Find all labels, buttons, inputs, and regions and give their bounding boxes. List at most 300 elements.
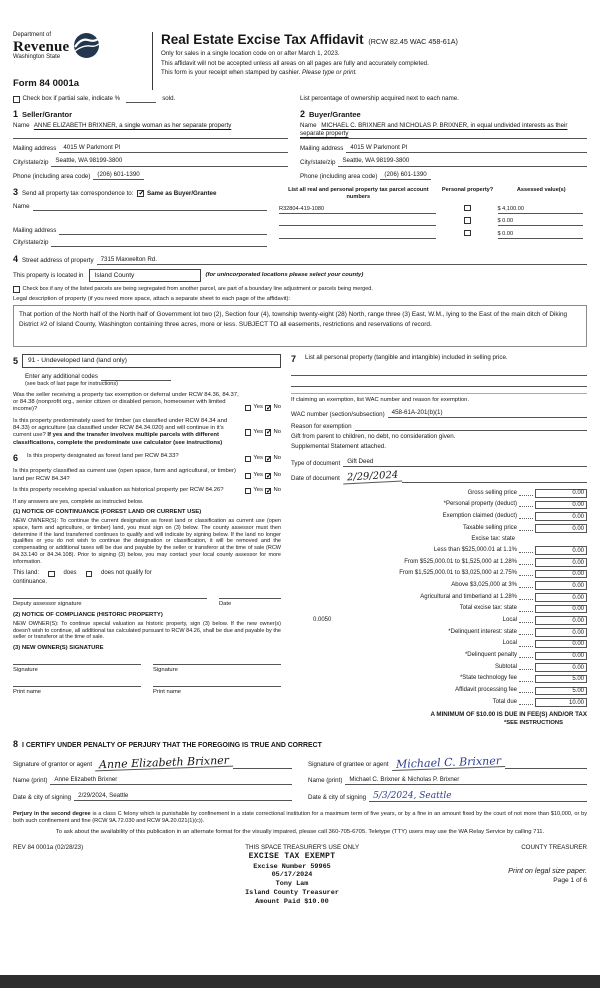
field-line[interactable] — [355, 424, 587, 431]
notice-continuance-text: NEW OWNER(S): To continue the current designation as forest land or classification as current use (open space, farm and agriculture, or timber) land, you must sign on (3) below. The county assessor must then determine if the land transferred continues to qualify and will indicate by signing below. If the land no longer qualifies or you do not wish to continue the designation or classification, it will be removed and the compensating or additional taxes will be due and payable by the seller or transferor at the time of sale (RCW 84.33.140 or 84.34.108). Prior to signing (3) below, you may contact your local county assessor for more information. — [13, 518, 281, 565]
yes-checkbox[interactable] — [245, 429, 252, 436]
buyer-phone-value: (206) 601-1390 — [380, 171, 430, 180]
parcel-table-gr — [277, 187, 587, 238]
personal-property-input-line[interactable] — [291, 376, 587, 387]
money-row-agricultural-timberland — [291, 593, 587, 602]
field-line[interactable] — [411, 146, 587, 153]
no-checkbox[interactable]: ✓ — [265, 429, 272, 437]
local-rate-value: 0.0050 — [313, 616, 332, 623]
dotted-leader — [519, 677, 533, 682]
perjury-statement — [13, 811, 587, 826]
header-note-3 — [161, 69, 587, 77]
type-of-document-value: Gift Deed — [343, 458, 377, 467]
signature-label: Signature — [13, 666, 38, 673]
amount-box: 0.00 — [535, 558, 587, 567]
street-address-label: Street address of property — [22, 257, 94, 265]
money-row-taxable-selling-price — [291, 524, 587, 533]
personal-property-label: List all personal property (tangible and intangible) included in selling price. — [305, 354, 508, 362]
section-5-header — [13, 354, 281, 368]
money-label: Exemption claimed (deduct) — [442, 512, 517, 519]
seller-mailing-field — [13, 144, 288, 153]
dotted-leader — [519, 642, 533, 647]
additional-codes-field — [25, 373, 281, 381]
current-use-question — [13, 468, 281, 483]
grantee-certification — [308, 750, 587, 801]
sold-label: sold. — [162, 95, 176, 102]
forest-land-question — [13, 453, 281, 464]
grantee-signature-value: Michael C. Brixner — [391, 756, 504, 770]
yes-no-group — [245, 487, 281, 494]
seller-city-field — [13, 157, 288, 166]
excise-tax-state-header — [291, 536, 587, 544]
parcel-number-cell[interactable] — [279, 216, 436, 226]
send-correspondence-label: Send all property tax correspondence to: — [22, 190, 134, 198]
does-not-checkbox[interactable] — [86, 571, 93, 578]
grantor-date-city-value: 2/29/2024, Seattle — [74, 792, 132, 801]
seller-name-field — [13, 122, 288, 139]
field-line[interactable] — [233, 762, 292, 769]
grantee-date-city-field — [308, 792, 587, 802]
buyer-name-field — [300, 122, 587, 139]
parcel-number-cell[interactable]: R32804-419-1080 — [279, 204, 436, 214]
col-header-personal: Personal property? — [441, 187, 494, 194]
title-line — [161, 32, 587, 49]
question-text-bold: If yes and the transfer involves multiple parcels with different classifications, complete the predominate use calculator (see instructions) — [13, 432, 223, 446]
amount-box: 0.00 — [535, 616, 587, 625]
assessed-value-cell[interactable]: $ 0.00 — [498, 216, 583, 226]
stamp-exempt-line: EXCISE TAX EXEMPT — [248, 852, 336, 862]
yes-label: Yes — [253, 455, 263, 462]
field-line[interactable] — [505, 762, 587, 769]
section-8-certification — [13, 739, 587, 802]
no-checkbox[interactable]: ✓ — [265, 455, 272, 463]
money-row-tier-3 — [291, 570, 587, 579]
codes-input-line[interactable] — [101, 374, 171, 381]
field-line[interactable] — [132, 794, 292, 801]
personal-property-input-line[interactable] — [291, 365, 587, 376]
question-text-normal: Is this property predominately used for timber (as classified under RCW 84.34 and 84.33) or agriculture (as classified under RCW 84.34.020) and will continue in it's current use? — [13, 417, 228, 439]
col-header-assessed: Assessed value(s) — [516, 187, 566, 194]
certification-columns — [13, 750, 587, 801]
seller-exemption-question — [13, 392, 281, 414]
historical-property-question — [13, 487, 281, 494]
deputy-signature-label: Deputy assessor signature — [13, 600, 82, 607]
section-number: 2 — [300, 108, 306, 119]
no-label: No — [273, 428, 281, 435]
mailing-label: Mailing address — [13, 226, 57, 234]
segregated-parcels-row — [13, 286, 587, 293]
print-name-label: Print name — [153, 688, 182, 695]
yes-no-group — [245, 453, 281, 464]
money-label: Local — [502, 616, 517, 623]
no-label: No — [273, 472, 281, 479]
reason-text-line2: Supplemental Statement attached. — [291, 443, 386, 451]
money-row-affidavit-processing-fee — [291, 687, 587, 696]
owner-signature-line[interactable] — [13, 664, 141, 674]
money-row-total-due — [291, 698, 587, 707]
amount-box: 0.00 — [535, 663, 587, 672]
section-1-header — [13, 109, 288, 120]
legal-description-label: Legal description of property (if you need more space, attach a separate sheet to each page of the affidavit): — [13, 296, 291, 302]
money-row-total-excise-state — [291, 605, 587, 614]
no-label: No — [273, 455, 281, 462]
header-note-3-text: This form is your receipt when stamped by cashier. — [161, 68, 302, 76]
legal-description-text: That portion of the North half of the North half of Government lot two (2), Section four (4), township twenty-eight (28) North, range three (3) East, W.M., lying to the East of the main ditch of Diking District #2 of Island County, Washington containing three acres, more or less. SUBJECT TO all easements, restrictions and reservations of record. — [13, 305, 587, 347]
name-label: Name — [13, 203, 30, 210]
question-text: Is this property receiving special valuation as historical property per RCW 84.26? — [13, 487, 224, 494]
revenue-logo-icon — [73, 32, 100, 59]
wac-label: WAC number (section/subsection) — [291, 410, 385, 418]
new-owners-signature-title: (3) NEW OWNER(S) SIGNATURE — [13, 644, 104, 651]
dotted-leader — [519, 514, 533, 519]
owner-printname-line[interactable] — [153, 686, 281, 696]
new-owner-signature-row — [13, 664, 281, 674]
section-number: 1 — [13, 108, 19, 119]
mailing-label: Mailing address — [300, 145, 344, 152]
money-label: From $525,000.01 to $1,525,000 at 1.28% — [404, 558, 517, 565]
grantor-name-value: Anne Elizabeth Brixner — [50, 776, 121, 785]
type-of-document-field — [291, 458, 587, 467]
header-note-2: This affidavit will not be accepted unless all areas on all pages are fully and accurately completed. — [161, 59, 429, 67]
this-land-label: This land: — [13, 570, 40, 577]
field-line[interactable] — [126, 160, 288, 167]
field-line[interactable] — [402, 476, 587, 483]
reason-label: Reason for exemption — [291, 422, 352, 430]
reason-exemption-field — [291, 423, 587, 431]
deputy-date-line[interactable] — [219, 598, 281, 608]
amount-box: 0.00 — [535, 593, 587, 602]
grantee-name-value: Michael C. Brixner & Nicholas P. Brixner — [345, 776, 463, 785]
dotted-leader — [519, 665, 533, 670]
land-use-select[interactable]: 91 - Undeveloped land (land only) — [22, 354, 281, 368]
dotted-leader — [519, 688, 533, 693]
continuance-qualification-row — [13, 570, 281, 578]
dotted-leader — [519, 526, 533, 531]
correspondence-city-field — [13, 239, 267, 247]
dotted-leader — [519, 618, 533, 623]
seller-name-value: ANNE ELIZABETH BRIXNER, a single woman as her separate property — [33, 122, 232, 129]
personal-property-cell — [440, 214, 496, 227]
timber-agriculture-question — [13, 418, 281, 448]
name-print-label: Name (print) — [308, 777, 343, 785]
wac-number-field — [291, 409, 587, 418]
agency-name: Revenue — [13, 38, 70, 55]
partial-sale-checkbox[interactable] — [13, 96, 20, 103]
notice-continuance-title: (1) NOTICE OF CONTINUANCE (FOREST LAND OR CURRENT USE) — [13, 509, 202, 516]
amount-box: 0.00 — [535, 628, 587, 637]
dotted-leader — [519, 700, 533, 705]
yes-no-group — [245, 472, 281, 479]
money-label: From $1,525,000.01 to $3,025,000 at 2.75% — [399, 570, 517, 577]
unincorporated-note: (for unincorporated locations please select your county) — [205, 271, 364, 278]
dept-of-label: Department of — [13, 32, 52, 38]
minimum-due-note: A MINIMUM OF $10.00 IS DUE IN FEE(S) AND/OR TAX — [430, 710, 587, 718]
question-text: Is this property designated as forest land per RCW 84.33? — [27, 453, 179, 460]
money-row-tier-1 — [291, 546, 587, 555]
seller-phone-value: (206) 601-1390 — [93, 171, 143, 180]
amount-box: 0.00 — [535, 489, 587, 498]
street-address-value: 7315 Maxwelton Rd. — [97, 256, 161, 265]
question-text — [13, 418, 240, 448]
grantor-date-city-field — [13, 792, 292, 801]
form-rcw-reference: (RCW 82.45 WAC 458-61A) — [368, 37, 458, 46]
section-title: Buyer/Grantee — [309, 109, 361, 119]
additional-codes-label: Enter any additional codes — [25, 372, 98, 380]
partial-sale-left — [13, 95, 300, 103]
page-bottom-bar — [0, 975, 600, 988]
money-label: *Delinquent interest: state — [448, 628, 517, 635]
name-label: Name — [300, 122, 317, 129]
money-row-state-technology-fee — [291, 675, 587, 684]
stamp-date: 05/17/2024 — [271, 871, 313, 880]
city-label: City/state/zip — [13, 239, 49, 246]
amount-box: 0.00 — [535, 570, 587, 579]
section-number: 8 — [13, 738, 19, 749]
money-row-exemption-claimed — [291, 512, 587, 521]
dotted-leader — [519, 548, 533, 553]
amount-box: 0.00 — [535, 546, 587, 555]
money-row-personal-property-deduct — [291, 501, 587, 510]
yes-no-group — [245, 404, 281, 411]
see-instructions-note: *SEE INSTRUCTIONS — [504, 719, 563, 726]
seller-phone-field — [13, 171, 288, 180]
money-row-delinquent-penalty — [291, 652, 587, 661]
agency-state-label: Washington State — [13, 53, 61, 60]
amount-box: 0.00 — [535, 512, 587, 521]
ownership-percentage-note: List percentage of ownership acquired next to each name. — [300, 95, 459, 102]
no-label: No — [273, 404, 281, 411]
field-line[interactable] — [456, 795, 587, 802]
money-row-local — [291, 616, 587, 625]
amount-box: 0.00 — [535, 524, 587, 533]
grantor-signature-value: Anne Elizabeth Brixner — [95, 756, 233, 771]
new-owner-printname-row — [13, 686, 281, 696]
field-line[interactable] — [447, 411, 587, 418]
same-as-buyer-label: Same as Buyer/Grantee — [146, 190, 217, 198]
buyer-name-value: MICHAEL C. BRIXNER and NICHOLAS P. BRIXNER, in equal undivided interests as their separate property — [300, 122, 568, 137]
header-note-3-italic: Please type or print. — [302, 68, 358, 76]
if-yes-instruction: If any answers are yes, complete as instructed below. — [13, 498, 144, 505]
money-label: *State technology fee — [459, 675, 517, 682]
field-line[interactable] — [59, 228, 267, 235]
percent-input-line[interactable] — [126, 96, 156, 103]
phone-label: Phone (including area code) — [300, 172, 378, 180]
no-checkbox[interactable]: ✓ — [265, 487, 272, 495]
street-address-field — [13, 254, 587, 265]
money-label: Less than $525,000.01 at 1.1% — [433, 546, 517, 553]
assessed-value-cell[interactable]: $ 4,100.00 — [498, 204, 583, 214]
money-label: Above $3,025,000 at 3% — [451, 581, 517, 588]
owner-signature-line[interactable] — [153, 664, 281, 674]
form-header — [13, 32, 587, 90]
buyer-city-field — [300, 157, 587, 166]
date-of-document-field — [291, 470, 587, 484]
question-text: Is this property classified as current use (open space, farm and agricultural, or timber) land per RCW 84.34? — [13, 468, 236, 482]
seller-mailing-value: 4015 W Parkmont Pl — [59, 144, 124, 153]
personal-property-checkbox[interactable] — [464, 205, 471, 212]
section-4-property — [13, 254, 587, 347]
no-label: No — [273, 487, 281, 494]
mailing-label: Mailing address — [13, 145, 57, 152]
amount-box: 0.00 — [535, 605, 587, 614]
field-line[interactable] — [33, 204, 268, 211]
money-row-subtotal — [291, 663, 587, 672]
money-row-delinquent-interest-state — [291, 628, 587, 637]
col-header-parcel: List all real and personal property tax parcel account numbers — [288, 187, 429, 201]
codes-instructions-note: (see back of last page for instructions) — [25, 380, 118, 387]
alternate-format-note: To ask about the availability of this publication in an alternate format for the visually impaired, please call 360-705-6705. Teletype (TTY) users may use the WA Relay Service by calling 711. — [55, 829, 545, 836]
deputy-signature-line[interactable] — [13, 598, 207, 608]
amount-box: 0.00 — [535, 501, 587, 510]
city-label: City/state/zip — [300, 158, 336, 166]
dotted-leader — [519, 583, 533, 588]
money-label: *Delinquent penalty — [464, 652, 517, 659]
section-8-header — [13, 739, 587, 751]
exemption-note: If claiming an exemption, list WAC number and reason for exemption. — [291, 393, 587, 404]
money-section-label: Excise tax: state — [471, 535, 515, 542]
yes-checkbox[interactable] — [245, 405, 252, 412]
money-label: Subtotal — [494, 663, 517, 670]
amount-box: 5.00 — [535, 675, 587, 684]
phone-label: Phone (including area code) — [13, 172, 91, 180]
yes-checkbox[interactable] — [245, 473, 252, 480]
stamp-treasurer-name: Tony Lam — [275, 880, 309, 889]
section-7-header — [291, 354, 587, 365]
personal-property-cell — [440, 226, 496, 239]
money-label: Agricultural and timberland at 1.28% — [420, 593, 517, 600]
print-size-note: Print on legal size paper. — [508, 865, 587, 875]
grantee-signature-field — [308, 754, 587, 772]
buyer-mailing-value: 4015 W Parkmont Pl — [346, 144, 411, 153]
sections-5-6-column — [13, 354, 281, 727]
field-line[interactable] — [413, 160, 587, 167]
dotted-leader — [519, 502, 533, 507]
parcel-table — [277, 187, 587, 247]
buyer-mailing-field — [300, 144, 587, 153]
money-label: Total due — [492, 698, 517, 705]
no-checkbox[interactable]: ✓ — [265, 472, 272, 480]
assessed-value-cell[interactable]: $ 0.00 — [498, 229, 583, 239]
money-row-tier-2 — [291, 558, 587, 567]
date-city-label: Date & city of signing — [13, 793, 72, 801]
rev-form-number: REV 84 0001a (02/28/23) — [13, 844, 84, 852]
treasurer-space-label: THIS SPACE TREASURER'S USE ONLY — [245, 844, 360, 852]
agency-name-block — [13, 32, 69, 61]
money-label: Total excise tax: state — [459, 605, 517, 612]
money-row-tier-4 — [291, 581, 587, 590]
does-checkbox[interactable] — [48, 571, 55, 578]
field-line[interactable] — [377, 460, 587, 467]
date-city-label: Date & city of signing — [308, 793, 367, 801]
county-select[interactable]: Island County — [89, 269, 201, 282]
dotted-leader — [519, 491, 533, 496]
yes-label: Yes — [253, 487, 263, 494]
yes-label: Yes — [253, 472, 263, 479]
signature-label: Signature — [153, 666, 178, 673]
same-as-buyer-checkbox[interactable]: ✓ — [138, 190, 145, 198]
dotted-leader — [519, 595, 533, 600]
amount-box: 10.00 — [535, 698, 587, 707]
money-label: Affidavit processing fee — [455, 687, 517, 694]
section-3-header — [13, 187, 267, 198]
type-of-document-label: Type of document — [291, 459, 341, 467]
title-block — [153, 32, 587, 90]
correspondence-mailing-field — [13, 227, 267, 235]
personal-property-checkbox[interactable] — [464, 217, 471, 224]
date-of-document-value: 2/29/2024 — [343, 472, 403, 485]
money-label: *Personal property (deduct) — [443, 501, 517, 508]
seller-buyer-sections — [13, 109, 587, 181]
section-number: 6 — [13, 453, 19, 464]
parcel-number-cell[interactable] — [279, 229, 436, 239]
header-note-1: Only for sales in a single location code on or after March 1, 2023. — [161, 50, 340, 58]
footer-row — [13, 844, 587, 852]
name-label: Name — [13, 122, 30, 129]
does-not-label: does not qualify for — [101, 570, 152, 577]
yes-no-group — [245, 429, 281, 436]
yes-checkbox[interactable] — [245, 488, 252, 495]
stamp-amount-paid: Amount Paid $10.00 — [255, 897, 329, 906]
grantor-signature-label: Signature of grantor or agent — [13, 761, 93, 769]
reet-affidavit-page — [13, 32, 587, 906]
field-line[interactable] — [124, 146, 288, 153]
does-label: does — [63, 570, 77, 577]
no-checkbox[interactable]: ✓ — [265, 404, 272, 412]
field-line[interactable] — [161, 258, 587, 265]
dotted-leader — [519, 560, 533, 565]
personal-property-checkbox[interactable] — [464, 230, 471, 237]
city-label: City/state/zip — [13, 158, 49, 166]
section-7-column — [291, 354, 587, 727]
segregated-checkbox[interactable] — [13, 286, 20, 293]
section-2-header — [300, 109, 587, 120]
amount-box: 0.00 — [535, 652, 587, 661]
yes-checkbox[interactable] — [245, 456, 252, 463]
perjury-body: is a class C felony which is punishable by confinement in a state correctional institution for a maximum term of five years, or by a fine in an amount fixed by the court of not more than $10,000, or by both such confinement and fine (RCW 9A.72.030 and RCW 9A.20.021(1)(c)). — [13, 810, 587, 824]
stamp-excise-number: Excise Number 59965 — [253, 862, 331, 871]
dotted-leader — [519, 653, 533, 658]
notice-compliance-title: (2) NOTICE OF COMPLIANCE (HISTORIC PROPERTY) — [13, 612, 163, 618]
partial-sale-label: Check box if partial sale, indicate % — [22, 95, 121, 102]
money-row-delinquent-interest-local — [291, 640, 587, 649]
grantee-name-field — [308, 776, 587, 785]
print-name-label: Print name — [13, 688, 42, 695]
agency-block — [13, 32, 153, 90]
page-number: Page 1 of 6 — [553, 876, 587, 884]
section-2-buyer — [300, 109, 587, 181]
yes-label: Yes — [253, 404, 263, 411]
yes-label: Yes — [253, 428, 263, 435]
field-line[interactable] — [121, 778, 292, 785]
money-label: Gross selling price — [467, 489, 517, 496]
agency-logo-row — [13, 32, 146, 61]
buyer-phone-field — [300, 171, 587, 180]
field-line[interactable] — [51, 240, 267, 247]
wac-value: 458-61A-201(b)(1) — [388, 409, 447, 418]
treasurer-stamp — [226, 852, 358, 907]
deputy-assessor-row — [13, 598, 281, 608]
section-title: Seller/Grantor — [22, 109, 73, 119]
section-number: 4 — [13, 253, 19, 264]
field-line[interactable] — [463, 778, 587, 785]
grantor-name-field — [13, 776, 292, 785]
buyer-city-value: Seattle, WA 98199-3800 — [338, 157, 413, 166]
seller-city-value: Seattle, WA 98199-3800 — [51, 157, 126, 166]
dotted-leader — [519, 607, 533, 612]
money-label: Taxable selling price — [462, 524, 517, 531]
amount-box: 0.00 — [535, 581, 587, 590]
owner-printname-line[interactable] — [13, 686, 141, 696]
